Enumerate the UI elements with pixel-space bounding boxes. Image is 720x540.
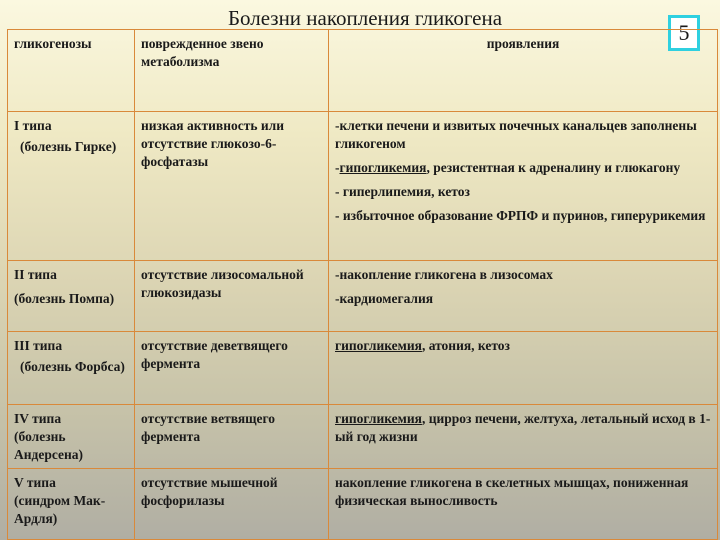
type-label: IV типа	[14, 411, 62, 426]
type-label: II типа	[14, 267, 57, 282]
type-label: III типа	[14, 338, 63, 353]
type-label: I типа	[14, 118, 52, 133]
type-cell	[8, 332, 135, 405]
manifestations-cell	[329, 261, 718, 332]
manifestation-item: -кардиомегалия	[335, 291, 434, 306]
header-cell-glycogenoses: гликогенозы	[8, 30, 135, 112]
defect-cell: отсутствие лизосомальной глюкозидазы	[135, 261, 329, 332]
table-row	[8, 469, 718, 540]
manifestation-item: -клетки печени и извитых почечных канальцев заполнены гликогеном	[335, 118, 697, 151]
type-cell	[8, 405, 135, 469]
manifestation-item: -гипогликемия, резистентная к адреналину и глюкагону	[335, 160, 681, 175]
type-cell	[8, 261, 135, 332]
defect-cell: отсутствие деветвящего фермента	[135, 332, 329, 405]
type-label: V типа	[14, 475, 56, 490]
manifestation-item: гипогликемия, цирроз печени, желтуха, летальный исход в 1-ый год жизни	[335, 411, 711, 444]
manifestation-item: - избыточное образование ФРПФ и пуринов, гиперурикемия	[335, 208, 706, 223]
manifestations-cell	[329, 112, 718, 261]
manifestation-item: накопление гликогена в скелетных мышцах, пониженная физическая выносливость	[335, 475, 689, 508]
type-cell	[8, 112, 135, 261]
hypoglycemia-term: гипогликемия	[335, 338, 422, 353]
glycogenosis-table	[7, 29, 718, 540]
type-name: (болезнь Андерсена)	[14, 429, 84, 462]
hypoglycemia-term: гипогликемия	[339, 160, 427, 175]
table-row	[8, 261, 718, 332]
slide-title: Болезни накопления гликогена	[227, 6, 503, 30]
manifestations-cell	[329, 332, 718, 405]
type-cell	[8, 469, 135, 540]
type-name: (синдром Мак-Ардля)	[14, 493, 106, 526]
defect-cell: низкая активность или отсутствие глюкозо-6-фосфатазы	[135, 112, 329, 261]
header-cell-defect: поврежденное звено метаболизма	[135, 30, 329, 112]
manifestations-cell	[329, 469, 718, 540]
type-name: (болезнь Форбса)	[20, 359, 125, 374]
type-name: (болезнь Помпа)	[14, 291, 115, 306]
type-name: (болезнь Гирке)	[20, 139, 117, 154]
table-row	[8, 405, 718, 469]
header-cell-manifestations: проявления	[329, 30, 718, 112]
slide-number-badge: 5	[668, 15, 700, 51]
defect-cell: отсутствие мышечной фосфорилазы	[135, 469, 329, 540]
table-row	[8, 112, 718, 261]
table-row	[8, 332, 718, 405]
table-header-row	[8, 30, 718, 112]
manifestations-cell	[329, 405, 718, 469]
hypoglycemia-term: гипогликемия	[335, 411, 422, 426]
manifestation-item: гипогликемия, атония, кетоз	[335, 338, 510, 353]
defect-cell: отсутствие ветвящего фермента	[135, 405, 329, 469]
manifestation-item: - гиперлипемия, кетоз	[335, 184, 470, 199]
manifestation-item: -накопление гликогена в лизосомах	[335, 267, 553, 282]
